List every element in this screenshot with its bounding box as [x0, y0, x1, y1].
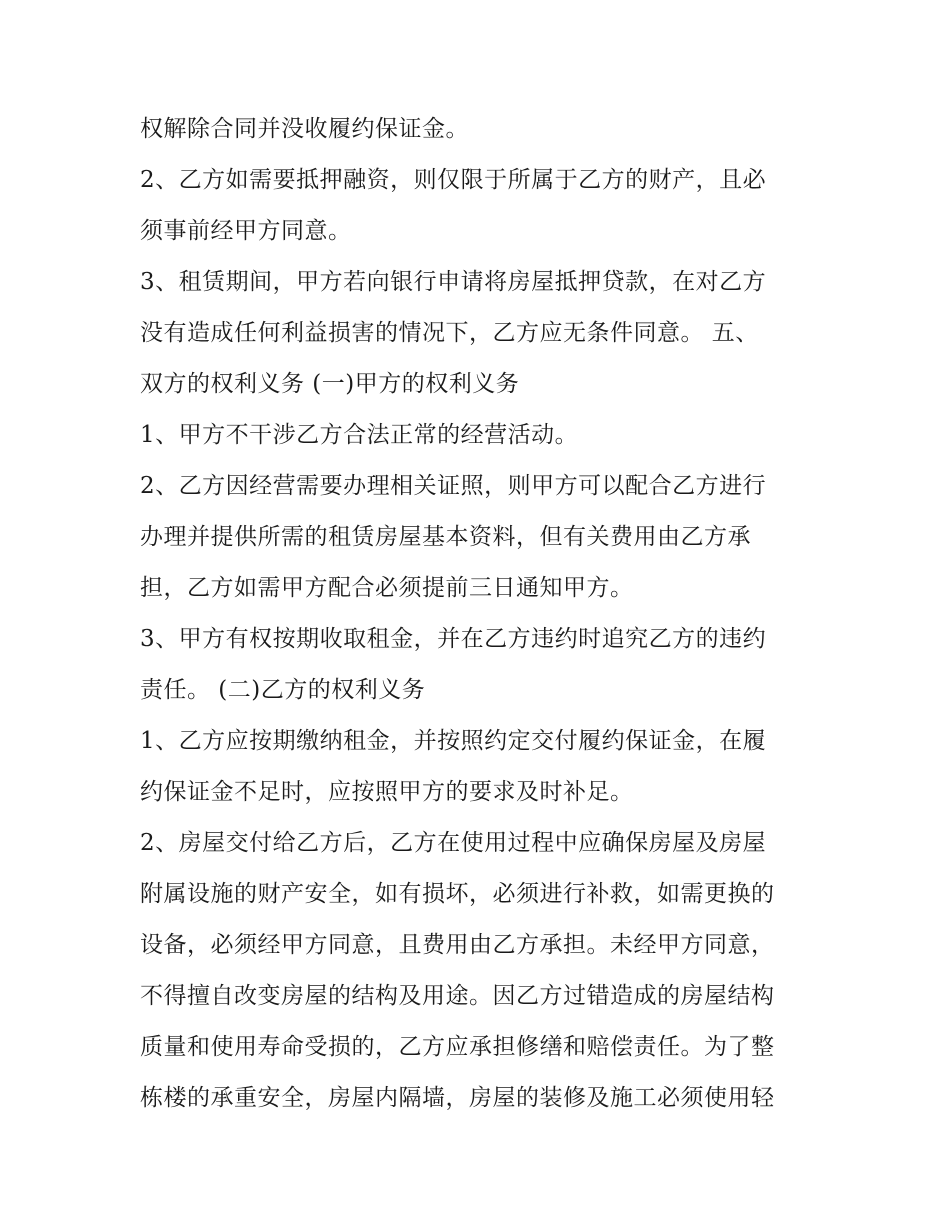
text-line: 没有造成任何利益损害的情况下，乙方应无条件同意。 五、	[140, 320, 759, 346]
text-line: 1、甲方不干涉乙方合法正常的经营活动。	[140, 422, 579, 448]
text-line: 约保证金不足时，应按照甲方的要求及时补足。	[140, 779, 634, 805]
text-line: 1、乙方应按期缴纳租金，并按照约定交付履约保证金，在履	[140, 728, 767, 754]
document-body	[140, 104, 820, 1124]
text-line: 双方的权利义务 (一)甲方的权利义务	[140, 371, 520, 397]
text-line: 不得擅自改变房屋的结构及用途。因乙方过错造成的房屋结构	[140, 983, 775, 1009]
text-line: 质量和使用寿命受损的，乙方应承担修缮和赔偿责任。为了整	[140, 1034, 775, 1060]
text-line: 责任。 (二)乙方的权利义务	[140, 677, 426, 703]
text-line: 附属设施的财产安全，如有损坏，必须进行补救，如需更换的	[140, 881, 775, 907]
text-line: 2、乙方如需要抵押融资，则仅限于所属于乙方的财产，且必	[140, 167, 767, 193]
text-line: 设备，必须经甲方同意，且费用由乙方承担。未经甲方同意，	[140, 932, 775, 958]
text-line: 栋楼的承重安全，房屋内隔墙，房屋的装修及施工必须使用轻	[140, 1085, 775, 1111]
text-line: 办理并提供所需的租赁房屋基本资料，但有关费用由乙方承	[140, 524, 751, 550]
text-line: 须事前经甲方同意。	[140, 218, 352, 244]
text-line: 2、乙方因经营需要办理相关证照，则甲方可以配合乙方进行	[140, 473, 767, 499]
text-line: 2、房屋交付给乙方后，乙方在使用过程中应确保房屋及房屋	[140, 830, 767, 856]
text-line: 3、租赁期间，甲方若向银行申请将房屋抵押贷款，在对乙方	[140, 269, 767, 295]
text-line: 3、甲方有权按期收取租金，并在乙方违约时追究乙方的违约	[140, 626, 767, 652]
text-line: 权解除合同并没收履约保证金。	[140, 116, 469, 142]
text-line: 担，乙方如需甲方配合必须提前三日通知甲方。	[140, 575, 634, 601]
